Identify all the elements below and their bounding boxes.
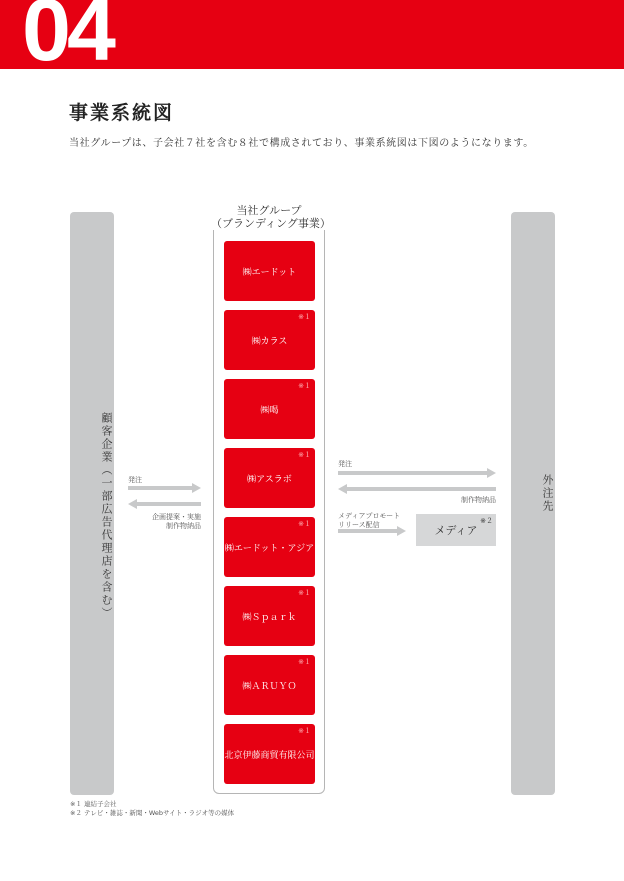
company-name: ㈱アスラボ <box>247 474 292 485</box>
right-deliver-label: 制作物納品 <box>461 496 496 504</box>
company-box <box>224 655 315 715</box>
media-note: ※２ <box>480 517 493 525</box>
arrow-right-icon <box>338 526 406 536</box>
outsource-pillar <box>511 212 555 795</box>
section-banner <box>0 0 624 69</box>
media-box <box>416 514 496 546</box>
left-order-label: 発注 <box>128 476 142 484</box>
company-box <box>224 241 315 301</box>
group-label-line1: 当社グループ <box>236 204 302 217</box>
company-note: ※１ <box>298 727 311 735</box>
company-box <box>224 586 315 646</box>
media-label: メディア <box>434 524 478 537</box>
media-flow-line2: リリース配信 <box>338 521 380 529</box>
company-box <box>224 379 315 439</box>
company-note: ※１ <box>298 658 311 666</box>
group-label <box>211 204 331 230</box>
outsource-label: 外注先 <box>541 474 554 513</box>
company-note: ※１ <box>298 520 311 528</box>
company-note: ※１ <box>298 313 311 321</box>
media-flow-line1: メディアプロモート <box>338 512 401 520</box>
company-name: ㈱Ｓｐａｒｋ <box>242 612 297 623</box>
company-box <box>224 517 315 577</box>
company-name: ㈱カラス <box>251 336 288 347</box>
left-deliver-line1: 企画提案・実施 <box>152 513 201 521</box>
customer-label: 顧客企業（一部広告代理店を含む） <box>100 412 113 620</box>
company-note: ※１ <box>298 589 311 597</box>
company-name: 北京伊藤商貿有限公司 <box>224 750 315 761</box>
arrow-right-icon <box>338 468 496 478</box>
company-box <box>224 310 315 370</box>
right-order-label: 発注 <box>338 460 352 468</box>
company-note: ※１ <box>298 382 311 390</box>
company-name: ㈱ＡＲＵＹＯ <box>242 681 297 692</box>
company-name: ㈱エードット・アジア <box>224 543 315 554</box>
left-deliver-line2: 制作物納品 <box>166 522 201 530</box>
footnote-2: ※２ テレビ・雑誌・新聞・Webサイト・ラジオ等の媒体 <box>70 809 235 817</box>
arrow-left-icon <box>338 484 496 494</box>
customer-pillar <box>70 212 114 795</box>
section-number: 04 <box>22 0 112 69</box>
company-box <box>224 448 315 508</box>
intro-text: 当社グループは、子会社７社を含む８社で構成されており、事業系統図は下図のようになります。 <box>69 138 534 149</box>
footnote-1: ※１ 連結子会社 <box>70 800 117 808</box>
company-note: ※１ <box>298 451 311 459</box>
company-name: ㈱エードット <box>242 267 297 278</box>
company-box <box>224 724 315 784</box>
left-deliver-label <box>128 513 201 531</box>
arrow-left-icon <box>128 499 201 509</box>
arrow-right-icon <box>128 483 201 493</box>
group-label-line2: （ブランディング事業） <box>211 217 331 230</box>
page-title: 事業系統図 <box>69 102 175 124</box>
company-name: ㈱喝 <box>260 405 279 416</box>
